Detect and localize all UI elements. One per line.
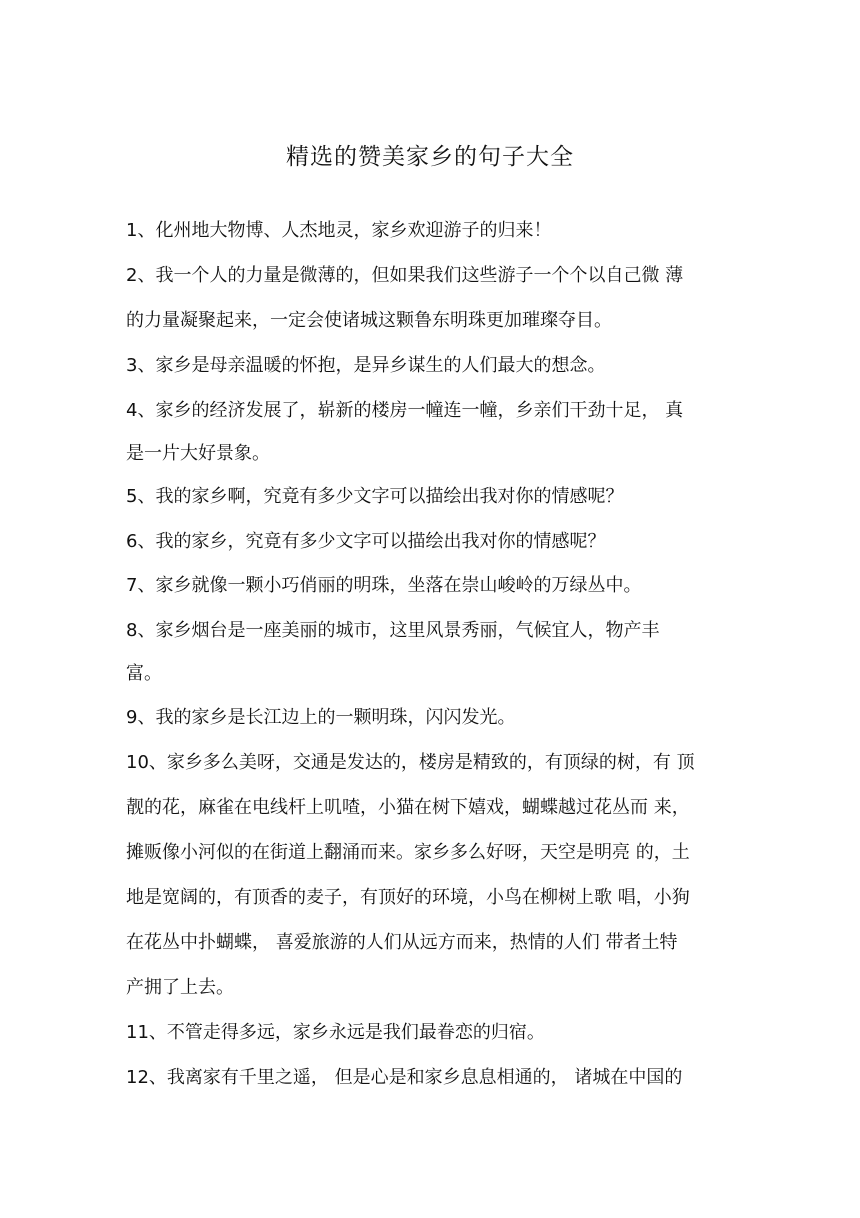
text-line: 4、家乡的经济发展了，崭新的楼房一幢连一幢，乡亲们干劲十足， 真 <box>126 400 684 421</box>
document-title: 精选的赞美家乡的句子大全 <box>286 144 574 170</box>
text-line: 6、我的家乡，究竟有多少文字可以描绘出我对你的情感呢？ <box>126 531 606 552</box>
text-line: 在花丛中扑蝴蝶， 喜爱旅游的人们从远方而来，热情的人们 带者土特 <box>126 932 678 953</box>
text-line: 3、家乡是母亲温暖的怀抱，是异乡谋生的人们最大的想念。 <box>126 355 606 376</box>
text-line: 是一片大好景象。 <box>126 443 270 464</box>
text-line: 2、我一个人的力量是微薄的，但如果我们这些游子一个个以自己微 薄 <box>126 265 684 286</box>
text-line: 1、化州地大物博、人杰地灵，家乡欢迎游子的归来！ <box>126 220 552 241</box>
text-line: 9、我的家乡是长江边上的一颗明珠，闪闪发光。 <box>126 707 516 728</box>
text-line: 产拥了上去。 <box>126 977 234 998</box>
text-line: 摊贩像小河似的在街道上翻涌而来。家乡多么好呀，天空是明亮 的，土 <box>126 842 690 863</box>
text-line: 靓的花，麻雀在电线杆上叽喳，小猫在树下嬉戏，蝴蝶越过花丛而 来， <box>126 797 690 818</box>
text-line: 地是宽阔的，有顶香的麦子，有顶好的环境，小鸟在柳树上歌 唱，小狗 <box>126 887 690 908</box>
text-line: 的力量凝聚起来，一定会使诸城这颗鲁东明珠更加璀璨夺目。 <box>126 310 612 331</box>
text-line: 5、我的家乡啊，究竟有多少文字可以描绘出我对你的情感呢？ <box>126 486 624 507</box>
text-line: 10、家乡多么美呀，交通是发达的，楼房是精致的，有顶绿的树，有 顶 <box>126 752 695 773</box>
text-line: 11、不管走得多远，家乡永远是我们最眷恋的归宿。 <box>126 1022 545 1043</box>
text-line: 7、家乡就像一颗小巧俏丽的明珠，坐落在崇山峻岭的万绿丛中。 <box>126 575 642 596</box>
text-line: 12、我离家有千里之遥， 但是心是和家乡息息相通的， 诸城在中国的 <box>126 1067 683 1088</box>
text-line: 富。 <box>126 663 162 684</box>
text-line: 8、家乡烟台是一座美丽的城市，这里风景秀丽，气候宜人，物产丰 <box>126 620 660 641</box>
